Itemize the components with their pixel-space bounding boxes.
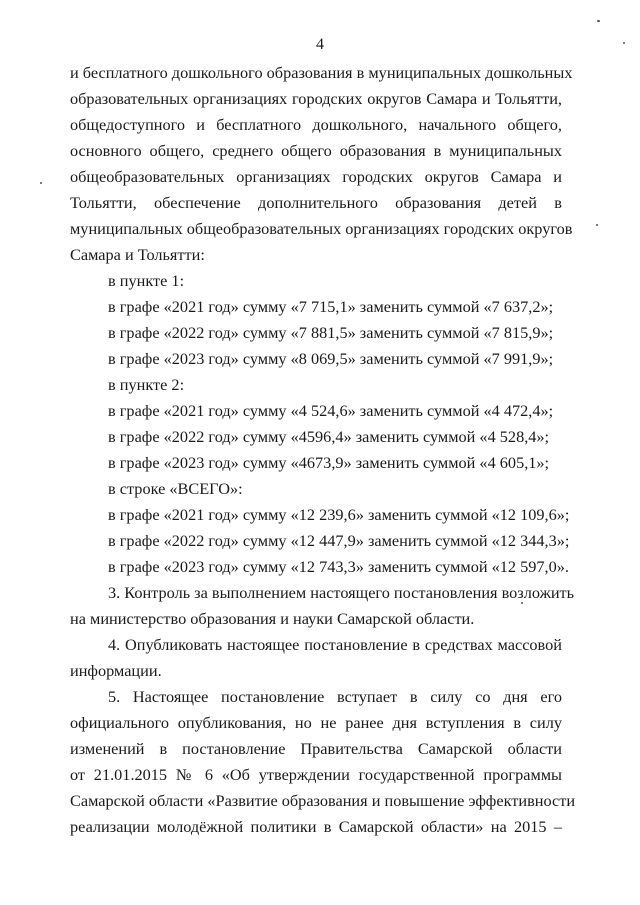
item-heading: в пункте 2: <box>108 375 185 394</box>
scan-speck <box>597 20 600 22</box>
paragraph-5-line: реализации молодёжной политики в Самарской области» на 2015 – <box>70 817 562 836</box>
paragraph-5-line: 5. Настоящее постановление вступает в силу со дня его <box>108 687 562 706</box>
amendment-line: в графе «2023 год» сумму «8 069,5» заменить суммой «7 991,9»; <box>108 349 554 368</box>
amendment-line: в графе «2023 год» сумму «12 743,3» заменить суммой «12 597,0». <box>108 557 569 576</box>
paragraph-5-line: официального опубликования, но не ранее дня вступления в силу <box>70 713 562 732</box>
scan-speck <box>623 42 625 44</box>
paragraph-4-line: 4. Опубликовать настоящее постановление в средствах массовой <box>108 635 562 654</box>
amendment-line: в графе «2021 год» сумму «7 715,1» заменить суммой «7 637,2»; <box>108 297 554 316</box>
paragraph-3-line: 3. Контроль за выполнением настоящего постановления возложить <box>108 583 575 602</box>
text-line: образовательных организациях городских округов Самара и Тольятти, <box>70 89 562 108</box>
scan-speck <box>596 224 598 226</box>
text-line: муниципальных общеобразовательных организациях городских округов <box>70 219 573 238</box>
paragraph-4-line: информации. <box>70 661 162 680</box>
paragraph-5-line: Самарской области «Развитие образования и повышение эффективности <box>70 791 576 810</box>
scan-speck <box>521 602 523 604</box>
amendment-line: в графе «2022 год» сумму «12 447,9» заменить суммой «12 344,3»; <box>108 531 570 550</box>
text-line: Тольятти, обеспечение дополнительного образования детей в <box>70 193 562 212</box>
amendment-line: в графе «2022 год» сумму «7 881,5» заменить суммой «7 815,9»; <box>108 323 554 342</box>
item-heading: в строке «ВСЕГО»: <box>108 479 243 498</box>
paragraph-3-line: на министерство образования и науки Самарской области. <box>70 609 475 628</box>
text-line: и бесплатного дошкольного образования в муниципальных дошкольных <box>70 63 573 82</box>
text-line: общедоступного и бесплатного дошкольного, начального общего, <box>70 115 562 134</box>
amendment-line: в графе «2021 год» сумму «12 239,6» заменить суммой «12 109,6»; <box>108 505 570 524</box>
paragraph-5-line: изменений в постановление Правительства Самарской области <box>70 739 562 758</box>
amendment-line: в графе «2023 год» сумму «4673,9» заменить суммой «4 605,1»; <box>108 453 550 472</box>
text-line: основного общего, среднего общего образования в муниципальных <box>70 141 562 160</box>
page-number: 4 <box>316 36 324 53</box>
paragraph-5-line: от 21.01.2015 № 6 «Об утверждении государственной программы <box>70 765 562 784</box>
scan-speck <box>40 182 42 184</box>
item-heading: в пункте 1: <box>108 271 185 290</box>
text-line: общеобразовательных организациях городских округов Самара и <box>70 167 562 186</box>
amendment-line: в графе «2021 год» сумму «4 524,6» заменить суммой «4 472,4»; <box>108 401 554 420</box>
text-line: Самара и Тольятти: <box>70 245 205 264</box>
amendment-line: в графе «2022 год» сумму «4596,4» заменить суммой «4 528,4»; <box>108 427 550 446</box>
